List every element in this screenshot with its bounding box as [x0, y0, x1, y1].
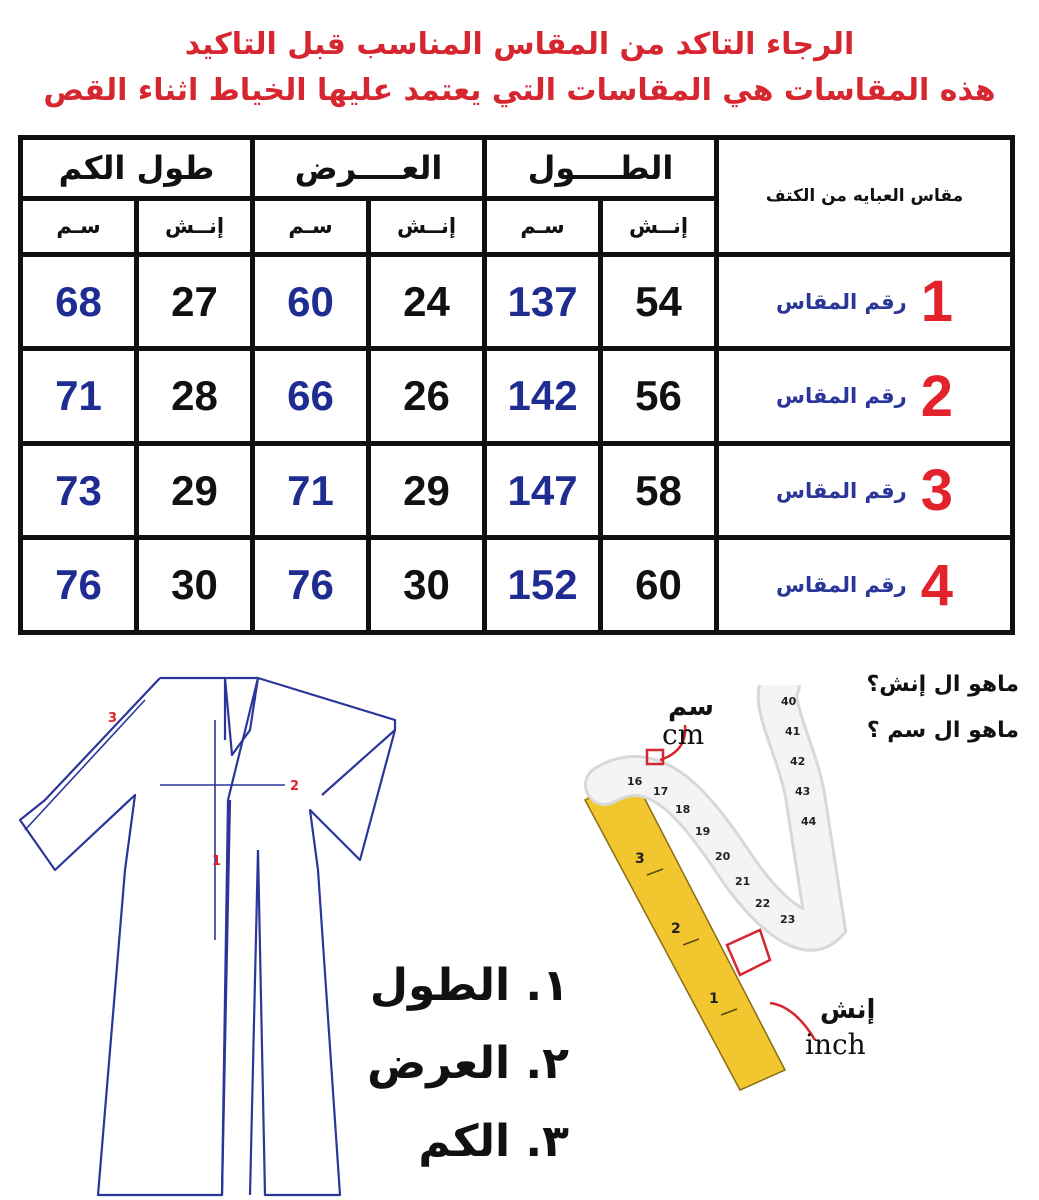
tape-number: 41	[785, 725, 801, 738]
size-label-cell	[717, 349, 1013, 444]
size-label: رقم المقاس	[776, 478, 907, 503]
size-number: 4	[920, 552, 954, 618]
length-cm: 147	[485, 443, 601, 538]
table-row	[21, 443, 1013, 538]
width-cm: 76	[253, 538, 369, 633]
length-cm: 142	[485, 349, 601, 444]
marker-sleeve: 3	[108, 711, 118, 726]
group-width: العــــرض	[253, 138, 485, 199]
sleeve-inch: 29	[137, 443, 253, 538]
tape-number: 44	[801, 815, 817, 828]
width-inch: 30	[369, 538, 485, 633]
sleeve-cm: 71	[21, 349, 137, 444]
tape-number: 16	[627, 775, 643, 788]
tape-number: 19	[695, 825, 711, 838]
cm-label-english: cm	[662, 718, 705, 751]
tape-number: 18	[675, 803, 691, 816]
unit-inch: إنــش	[601, 198, 717, 254]
table-row	[21, 349, 1013, 444]
tape-number: 43	[795, 785, 811, 798]
tape-number: 21	[735, 875, 751, 888]
table-row	[21, 538, 1013, 633]
size-table	[18, 135, 1015, 635]
size-label: رقم المقاس	[776, 573, 907, 598]
size-number: 2	[920, 363, 954, 429]
sleeve-inch: 30	[137, 538, 253, 633]
length-cm: 152	[485, 538, 601, 633]
sleeve-inch: 27	[137, 254, 253, 349]
width-inch: 26	[369, 349, 485, 444]
tape-number: 20	[715, 850, 731, 863]
width-cm: 66	[253, 349, 369, 444]
inch-label-english: inch	[805, 1028, 866, 1061]
length-inch: 56	[601, 349, 717, 444]
group-length: الطــــول	[485, 138, 717, 199]
cm-label-arabic: سم	[668, 692, 714, 722]
tape-number: 22	[755, 897, 771, 910]
size-number: 1	[920, 269, 954, 335]
ruler-number-2: 2	[671, 921, 681, 937]
width-inch: 24	[369, 254, 485, 349]
ruler-number-1: 1	[709, 991, 719, 1007]
length-inch: 58	[601, 443, 717, 538]
size-label-cell	[717, 443, 1013, 538]
legend-length: ١. الطول	[369, 960, 569, 1011]
unit-cm: سـم	[485, 198, 601, 254]
illustration-area	[0, 660, 1039, 1200]
unit-inch: إنــش	[369, 198, 485, 254]
size-label-cell	[717, 254, 1013, 349]
tape-number: 23	[780, 913, 796, 926]
length-cm: 137	[485, 254, 601, 349]
marker-length: 1	[212, 854, 222, 869]
length-inch: 60	[601, 538, 717, 633]
unit-cm: سـم	[21, 198, 137, 254]
sleeve-cm: 73	[21, 443, 137, 538]
tape-number: 40	[781, 695, 797, 708]
width-cm: 60	[253, 254, 369, 349]
size-label: رقم المقاس	[776, 289, 907, 314]
legend-width: ٢. العرض	[367, 1038, 569, 1089]
ruler-number-3: 3	[635, 851, 645, 867]
corner-label: مقاس العبايه من الكتف	[717, 138, 1013, 255]
question-cm: ماهو ال سم ؟	[866, 718, 1019, 743]
size-label: رقم المقاس	[776, 384, 907, 409]
unit-cm: سـم	[253, 198, 369, 254]
sleeve-cm: 68	[21, 254, 137, 349]
header-line-1: الرجاء التاكد من المقاس المناسب قبل التاكيد	[184, 27, 855, 62]
marker-width: 2	[290, 779, 300, 794]
length-inch: 54	[601, 254, 717, 349]
tape-number: 17	[653, 785, 669, 798]
width-cm: 71	[253, 443, 369, 538]
unit-inch: إنــش	[137, 198, 253, 254]
tape-number: 42	[790, 755, 806, 768]
inch-label-arabic: إنش	[820, 995, 876, 1025]
header	[0, 22, 1039, 114]
size-label-cell	[717, 538, 1013, 633]
group-sleeve: طول الكم	[21, 138, 253, 199]
sleeve-cm: 76	[21, 538, 137, 633]
question-inch: ماهو ال إنش؟	[866, 672, 1019, 697]
header-line-2: هذه المقاسات هي المقاسات التي يعتمد عليها الخياط اثناء القص	[43, 73, 996, 108]
sleeve-inch: 28	[137, 349, 253, 444]
size-number: 3	[920, 458, 954, 524]
table-row	[21, 254, 1013, 349]
width-inch: 29	[369, 443, 485, 538]
legend-sleeve: ٣. الكم	[418, 1116, 569, 1167]
